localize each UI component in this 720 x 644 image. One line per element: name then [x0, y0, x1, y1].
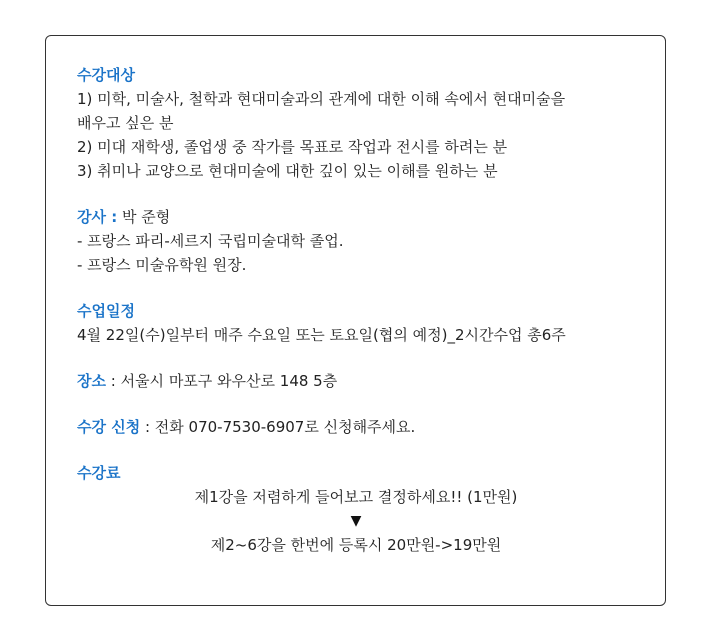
apply-text: : 전화 070-7530-6907로 신청해주세요.: [140, 418, 416, 436]
target-line-2: 배우고 싶은 분: [77, 114, 174, 132]
instructor-section: [77, 205, 635, 277]
target-line-4: 3) 취미나 교양으로 현대미술에 대한 깊이 있는 이해를 원하는 분: [77, 162, 498, 180]
target-heading: 수강대상: [77, 66, 135, 84]
instructor-name: 박 준형: [117, 208, 171, 226]
instructor-line-2: - 프랑스 미술유학원 원장.: [77, 256, 247, 274]
target-section: [77, 63, 635, 183]
schedule-text: 4월 22일(수)일부터 매주 수요일 또는 토요일(협의 예정)_2시간수업 총6주: [77, 326, 566, 344]
location-section: [77, 369, 635, 393]
location-heading: 장소: [77, 372, 106, 390]
target-line-3: 2) 미대 재학생, 졸업생 중 작가를 목표로 작업과 전시를 하려는 분: [77, 138, 508, 156]
schedule-section: [77, 299, 635, 347]
schedule-heading: 수업일정: [77, 302, 135, 320]
instructor-heading: 강사 :: [77, 208, 118, 226]
fee-line-1: 제1강을 저렴하게 들어보고 결정하세요!! (1만원): [194, 488, 518, 506]
course-info-card: [45, 35, 666, 606]
fee-heading: 수강료: [77, 464, 121, 482]
target-line-1: 1) 미학, 미술사, 철학과 현대미술과의 관계에 대한 이해 속에서 현대미술을: [77, 90, 566, 108]
fee-line-2: 제2~6강을 한번에 등록시 20만원->19만원: [210, 536, 502, 554]
down-arrow-icon: ▼: [350, 513, 362, 529]
instructor-line-1: - 프랑스 파리-세르지 국립미술대학 졸업.: [77, 232, 344, 250]
apply-section: [77, 415, 635, 439]
location-text: : 서울시 마포구 와우산로 148 5층: [105, 372, 338, 390]
fee-section: [77, 461, 635, 557]
apply-heading: 수강 신청: [77, 418, 141, 436]
